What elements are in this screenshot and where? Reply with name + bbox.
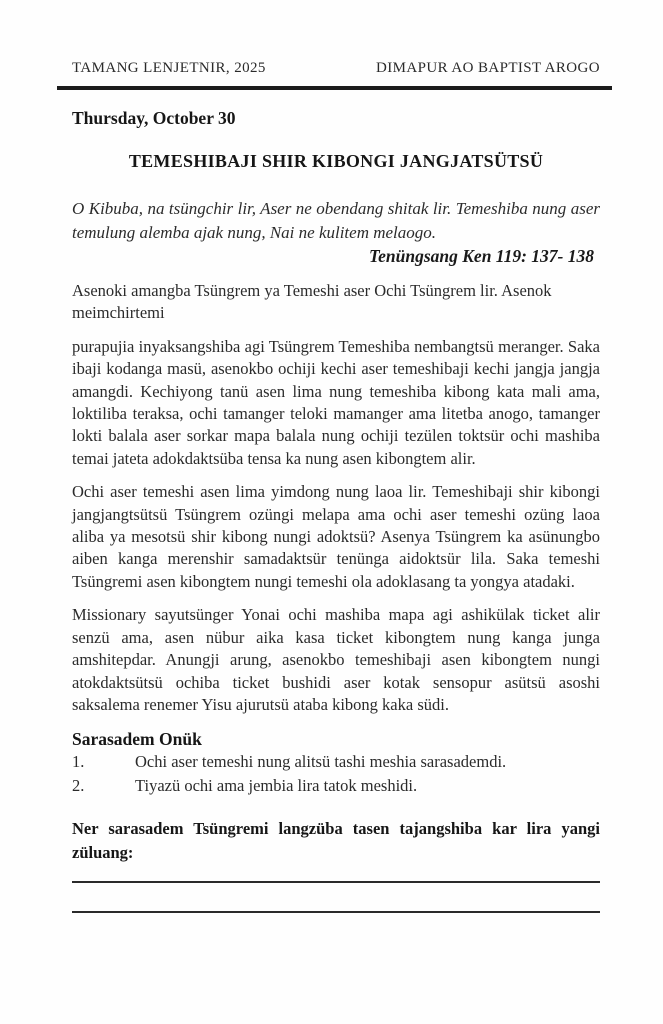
- header-left-text: TAMANG LENJETNIR, 2025: [72, 60, 266, 76]
- list-item-number: 1.: [72, 752, 85, 772]
- scripture-reference: Tenüngsang Ken 119: 137- 138: [369, 246, 594, 266]
- list-item-number: 2.: [72, 776, 85, 796]
- writing-line: [72, 881, 600, 883]
- page-content: [72, 0, 600, 913]
- scripture-verse: O Kibuba, na tsüngchir lir, Aser ne obendang shitak lir. Temeshiba nung aser temulung alemba ajak nung, Nai ne kulitem melaogo.: [72, 199, 600, 242]
- list-item: [72, 750, 600, 774]
- body-paragraph-4: Missionary sayutsünger Yonai ochi mashiba mapa agi ashikülak ticket alir senzü ama, asen nübur aika kasa ticket kibongtem nung kanga junga amshitepdar. Anungji arung, asenokbo temeshibaji asen kibongtem nungi atokdaktsütsü ochiba ticket bushidi aser kotak sensopur asütsü asoshi saksalema renemer Yisu ajurutsü ataba kibong kaka südi.: [72, 605, 600, 714]
- body-paragraph-2: purapujia inyaksangshiba agi Tsüngrem Temeshiba nembangtsü meranger. Saka ibaji kodanga masü, asenokbo ochiji kechi aser temeshibaji kechi jangja jangja amangdi. Kechiyong tanü asen lima nung temeshiba kibong kata mali ama, loktiliba teraksa, ochi tamanger teloki mamanger ama litetba anogo, tamanger lokti balala aser sorkar mapa balala nung ochiji tezülen toktsür ochi mashiba temai jateta adokdaktsüba tensa ka nung asen kibongtem alir.: [72, 336, 600, 468]
- sarasadem-heading: Sarasadem Onük: [72, 729, 202, 750]
- header-right-text: DIMAPUR AO BAPTIST AROGO: [376, 60, 600, 76]
- devotion-title: TEMESHIBAJI SHIR KIBONGI JANGJATSÜTSÜ: [128, 151, 544, 171]
- page-header: [72, 60, 600, 77]
- body-paragraph-3: Ochi aser temeshi asen lima yimdong nung laoa lir. Temeshibaji shir kibongi jangjangtsütsü Tsüngrem ozüngi melapa ama ochi aser temeshi ozüng laoa aliba ya mesotsü shir kibong nungi adoktsü? Asenya Tsüngrem ka asünungbo aiben kanga merenshir samadaktsür tenünga aidoktsür lila. Saka temeshi Tsüngremi asen kibongtem nungi temeshi ola adoklasang ta yongya atadaki.: [72, 482, 600, 591]
- list-item-text: Ochi aser temeshi nung alitsü tashi meshia sarasademdi.: [135, 752, 507, 772]
- writing-line: [72, 911, 600, 913]
- body-paragraph-1: Asenoki amangba Tsüngrem ya Temeshi aser Ochi Tsüngrem lir. Asenok meimchirtemi: [72, 281, 552, 323]
- header-divider: [57, 86, 612, 90]
- list-item: [72, 774, 600, 798]
- date-heading: Thursday, October 30: [72, 108, 236, 128]
- list-item-text: Tiyazü ochi ama jembia lira tatok meshidi.: [135, 776, 418, 796]
- reflection-prompt: Ner sarasadem Tsüngremi langzüba tasen tajangshiba kar lira yangi züluang:: [72, 819, 600, 862]
